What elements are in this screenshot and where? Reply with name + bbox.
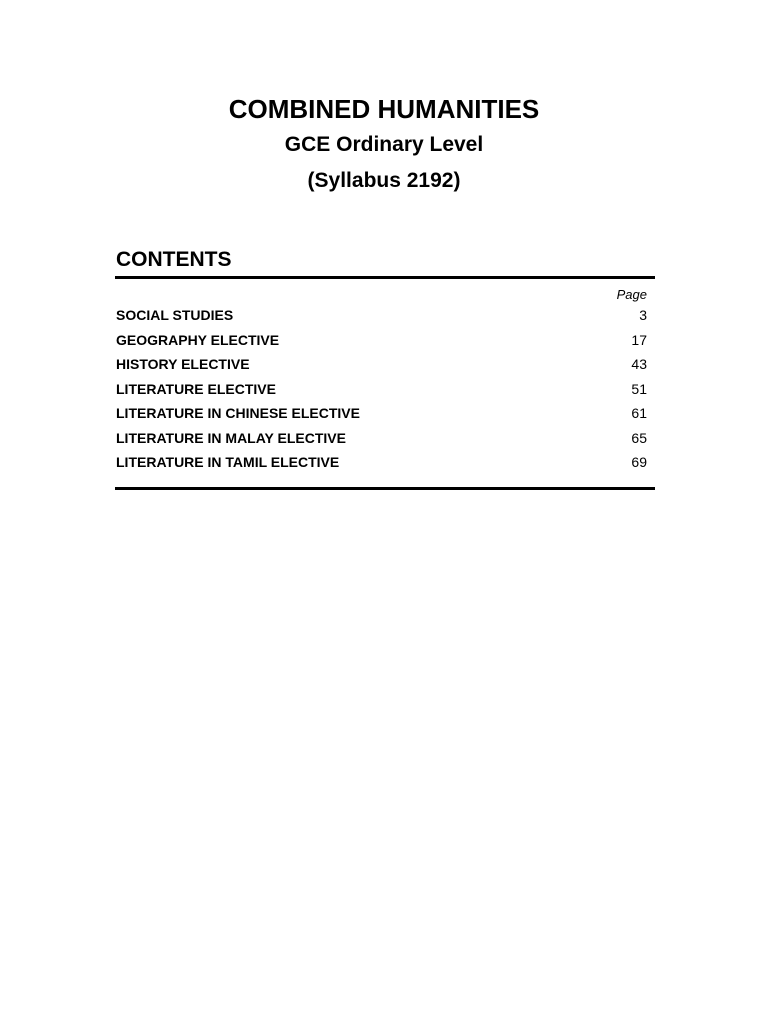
- toc-entry-literature-tamil-elective[interactable]: [115, 450, 655, 475]
- toc-entry-title: GEOGRAPHY ELECTIVE: [116, 331, 280, 348]
- contents-bottom-rule: [115, 487, 655, 490]
- document-subtitle-syllabus: (Syllabus 2192): [307, 169, 461, 192]
- toc-entry-literature-elective[interactable]: [115, 377, 655, 402]
- document-subtitle-level: GCE Ordinary Level: [284, 133, 484, 156]
- toc-list: [115, 303, 655, 475]
- document-title: COMBINED HUMANITIES: [228, 94, 540, 124]
- contents-top-rule: [115, 276, 655, 279]
- table-of-contents: [115, 246, 655, 490]
- toc-entry-social-studies[interactable]: [115, 303, 655, 328]
- toc-entry-page: 51: [631, 380, 647, 397]
- title-block: [0, 92, 768, 198]
- toc-entry-title: LITERATURE ELECTIVE: [116, 380, 276, 397]
- toc-entry-page: 69: [631, 454, 647, 470]
- toc-entry-history-elective[interactable]: [115, 352, 655, 377]
- toc-entry-title: HISTORY ELECTIVE: [116, 356, 250, 372]
- toc-entry-page: 65: [631, 429, 647, 446]
- contents-heading: CONTENTS: [116, 248, 232, 271]
- toc-entry-title: LITERATURE IN CHINESE ELECTIVE: [116, 405, 360, 421]
- toc-entry-page: 17: [631, 331, 647, 348]
- toc-entry-title: LITERATURE IN MALAY ELECTIVE: [116, 429, 346, 446]
- toc-entry-literature-malay-elective[interactable]: [115, 426, 655, 451]
- toc-entry-title: LITERATURE IN TAMIL ELECTIVE: [116, 454, 340, 470]
- page-column-label: Page: [616, 287, 647, 302]
- toc-entry-page: 3: [639, 307, 647, 323]
- toc-entry-title: SOCIAL STUDIES: [116, 307, 234, 323]
- toc-entry-page: 61: [631, 405, 647, 421]
- toc-entry-page: 43: [631, 356, 647, 372]
- toc-entry-geography-elective[interactable]: [115, 328, 655, 353]
- toc-entry-literature-chinese-elective[interactable]: [115, 401, 655, 426]
